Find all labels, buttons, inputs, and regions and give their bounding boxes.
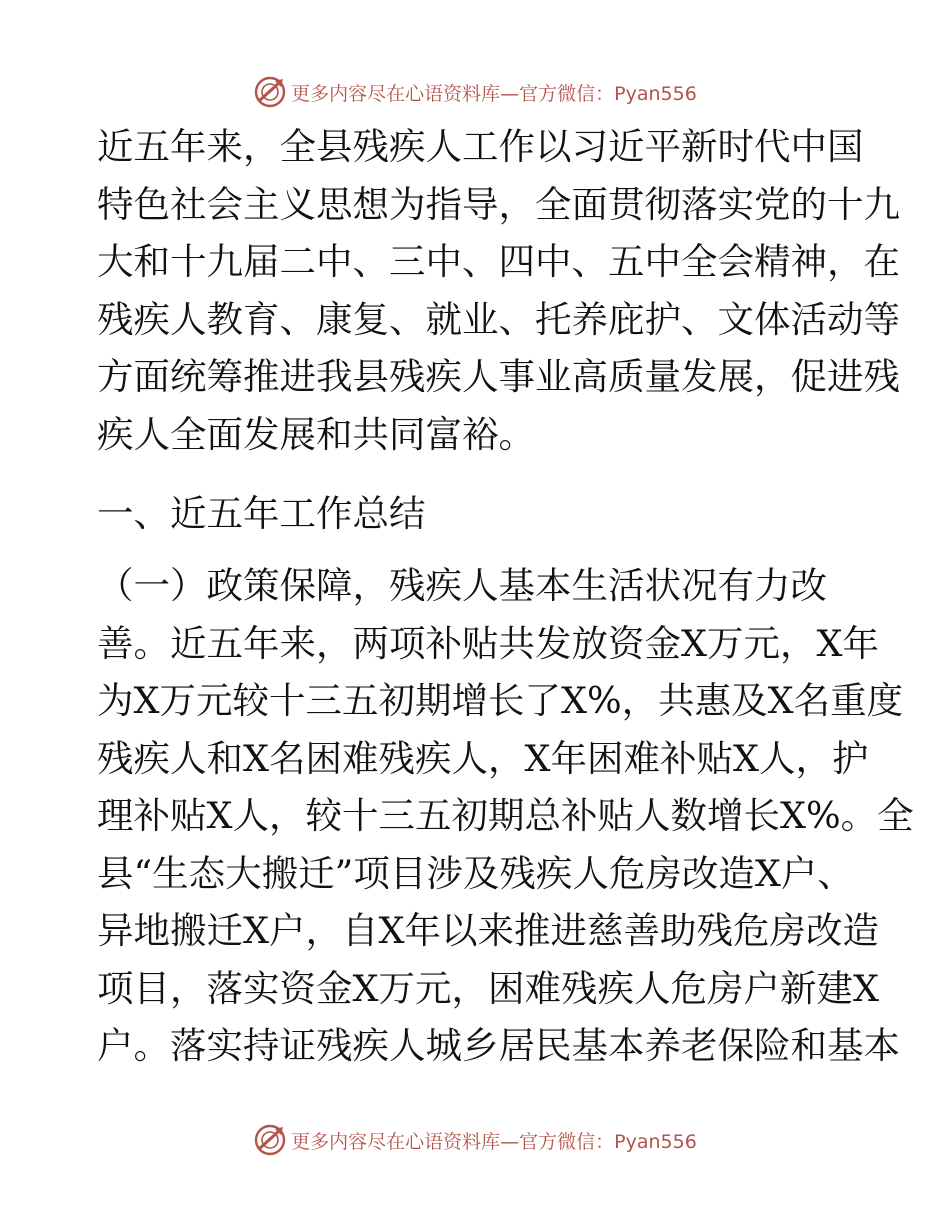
paragraph-line: 项目，落实资金X万元，困难残疾人危房户新建X — [97, 966, 879, 1010]
policy-paragraph — [97, 557, 914, 1075]
watermark-text: 更多内容尽在心语资料库—官方微信：Pyan556 — [291, 82, 697, 105]
paragraph-line: （一）政策保障，残疾人基本生活状况有力改 — [97, 564, 827, 607]
paragraph-line: 为X万元较十三五初期增长了X%，共惠及X名重度 — [97, 679, 904, 722]
logo-icon — [253, 75, 287, 109]
paragraph-line: 理补贴X人，较十三五初期总补贴人数增长X%。全 — [97, 794, 914, 837]
paragraph-line: 近五年来，全县残疾人工作以习近平新时代中国 — [97, 125, 864, 168]
heading-text: 一、近五年工作总结 — [97, 492, 426, 535]
intro-paragraph — [97, 118, 900, 463]
paragraph-line: 残疾人教育、康复、就业、托养庇护、文体活动等 — [97, 297, 900, 341]
paragraph-line: 户。落实持证残疾人城乡居民基本养老保险和基本 — [97, 1024, 900, 1067]
header-watermark — [0, 72, 950, 112]
paragraph-line: 特色社会主义思想为指导，全面贯彻落实党的十九 — [97, 182, 900, 226]
footer-watermark — [0, 1120, 950, 1160]
paragraph-line: 善。近五年来，两项补贴共发放资金X万元，X年 — [97, 621, 879, 665]
paragraph-line: 方面统筹推进我县残疾人事业高质量发展，促进残 — [97, 355, 900, 398]
logo-icon — [253, 1123, 287, 1157]
paragraph-line: 异地搬迁X户，自X年以来推进慈善助残危房改造 — [97, 909, 879, 952]
paragraph-line: 大和十九届二中、三中、四中、五中全会精神，在 — [97, 240, 900, 283]
paragraph-line: 残疾人和X名困难残疾人，X年困难补贴X人，护 — [97, 736, 869, 780]
watermark-text: 更多内容尽在心语资料库—官方微信：Pyan556 — [291, 1130, 697, 1153]
paragraph-line: 疾人全面发展和共同富裕。 — [97, 412, 535, 456]
paragraph-line: 县“生态大搬迁”项目涉及残疾人危房改造X户、 — [97, 851, 854, 895]
section-heading — [97, 485, 857, 543]
